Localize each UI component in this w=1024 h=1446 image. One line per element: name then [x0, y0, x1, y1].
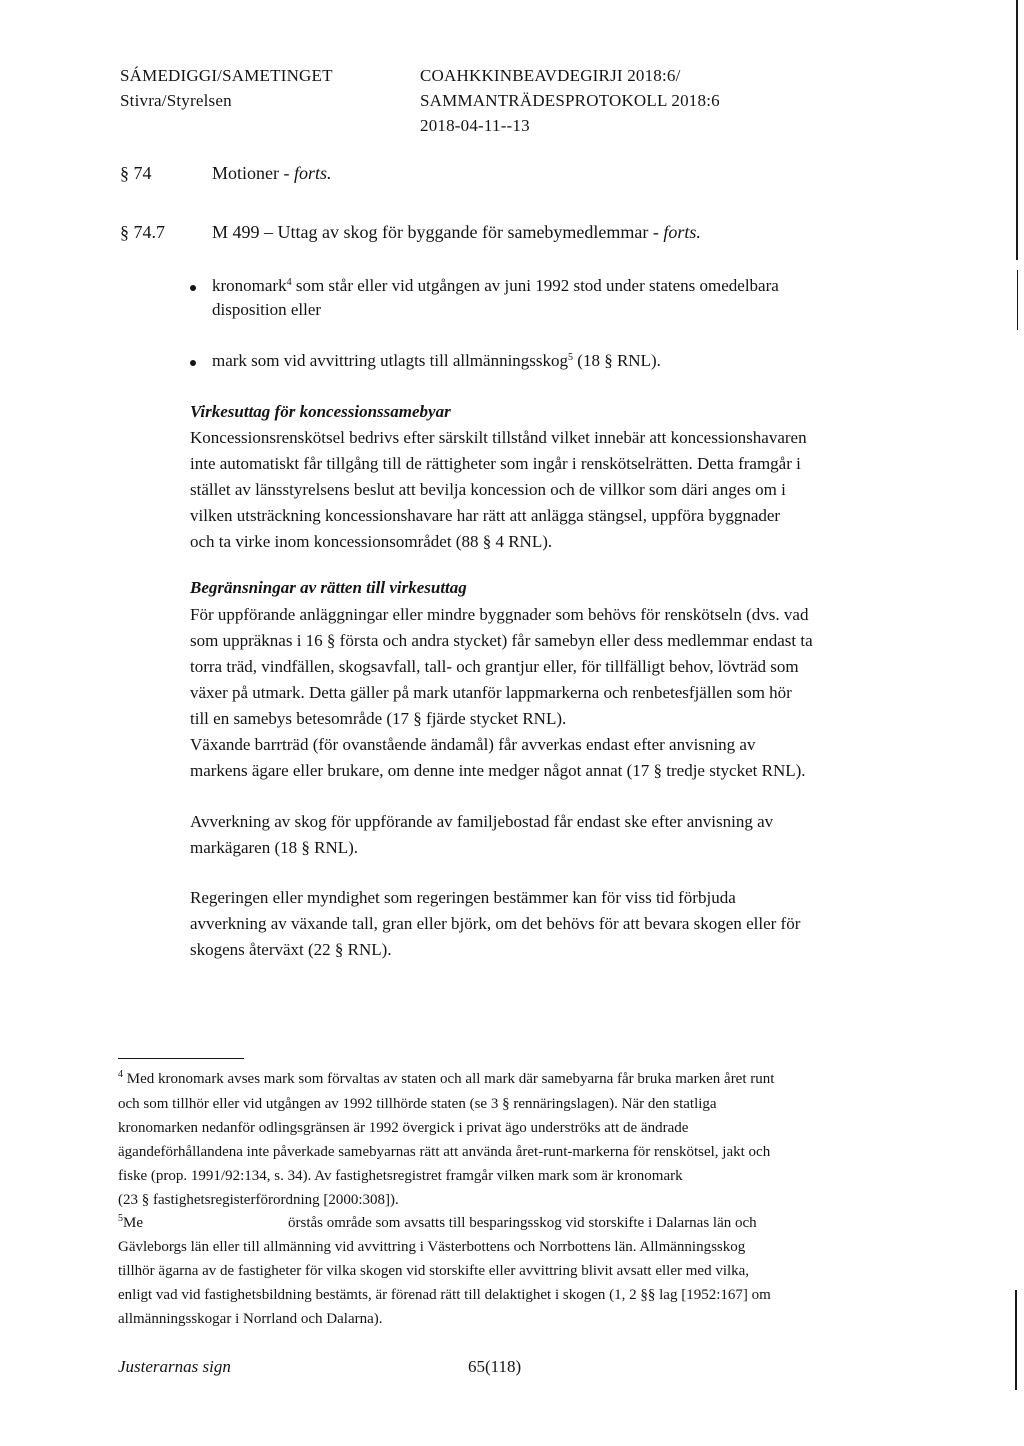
subsection-title: M 499 – Uttag av skog för byggande för samebymedlemmar - forts.	[212, 222, 701, 242]
footer-page-number: 65(118)	[468, 1357, 522, 1376]
header-org-line1: SÁMEDIGGI/SAMETINGET	[120, 66, 333, 85]
footnote-separator	[118, 1058, 244, 1059]
footnote-4-line: kronomarken nedanför odlingsgränsen är 1992 övergick i privat ägo underströks att de ändrade	[118, 1120, 689, 1136]
restrictions-line: torra träd, vindfällen, skogsavfall, tall- och grantjur eller, för tillfälligt behov, lövträd som	[190, 657, 799, 676]
government-line: skogens återväxt (22 § RNL).	[190, 940, 392, 959]
section-number: § 74	[120, 163, 152, 183]
scan-edge-mid-right	[1017, 270, 1018, 330]
concession-heading: Virkesuttag för koncessionssamebyar	[190, 402, 451, 421]
footnote-5-line: enligt vad vid fastighetsbildning bestämts, är förenad rätt till delaktighet i skogen (1, 2 §§ lag [1952:167] om	[118, 1287, 771, 1303]
footnote-5-first-line-start: $^5$Me	[118, 1213, 143, 1231]
government-line: Regeringen eller myndighet som regeringen bestämmer kan för viss tid förbjuda	[190, 888, 736, 907]
footnote-5-line: tillhör ägarna av de fastigheter för vilka skogen vid storskifte eller avvittring blivit avsatt eller med vilka,	[118, 1263, 750, 1279]
bullet-marker	[190, 285, 196, 291]
concession-line: stället av länsstyrelsens beslut att bevilja koncession och de villkor som däri anges om i	[190, 480, 786, 499]
bullet-allmanningsskog: mark som vid avvittring utlagts till allmänningsskog$^5$ (18 § RNL).	[212, 351, 661, 370]
bullet-marker	[190, 360, 196, 366]
concession-line: Koncessionsrenskötsel bedrivs efter särskilt tillstånd vilket innebär att koncessionshavaren	[190, 428, 807, 447]
footnote-4-line: fiske (prop. 1991/92:134, s. 34). Av fastighetsregistret framgår vilken mark som är kronomark	[118, 1168, 683, 1184]
felling-line: Avverkning av skog för uppförande av familjebostad får endast ske efter anvisning av	[190, 812, 774, 831]
bullet-kronomark-line2: disposition eller	[212, 300, 322, 319]
footnote-5-first-line-end: örstås område som avsatts till besparingsskog vid storskifte i Dalarnas län och	[288, 1215, 757, 1231]
restrictions-heading: Begränsningar av rätten till virkesuttag	[190, 578, 467, 597]
header-org-line2: Stivra/Styrelsen	[120, 91, 232, 110]
footnote-4-line: ägandeförhållandena inte påverkade samebyarnas rätt att använda året-runt-markerna för renskötsel, jakt och	[118, 1144, 771, 1160]
felling-line: markägaren (18 § RNL).	[190, 838, 359, 857]
footnote-4-line: och som tillhör eller vid utgången av 1992 tillhörde staten (se 3 § rennäringslagen). När den statliga	[118, 1096, 717, 1112]
header-doc-line2: SAMMANTRÄDESPROTOKOLL 2018:6	[420, 91, 720, 110]
header-doc-line1: COAHKKINBEAVDEGIRJI 2018:6/	[420, 66, 681, 85]
restrictions-line: För uppförande anläggningar eller mindre byggnader som behövs för renskötseln (dvs. vad	[190, 605, 809, 624]
footnote-5-line: Gävleborgs län eller till allmänning vid avvittring i Västerbottens och Norrbottens län. Allmänningsskog	[118, 1239, 746, 1255]
restrictions-line: till en samebys betesområde (17 § fjärde stycket RNL).	[190, 709, 567, 728]
footer-sign-label: Justerarnas sign	[118, 1357, 231, 1376]
footnote-5-line: allmänningsskogar i Norrland och Dalarna).	[118, 1311, 383, 1327]
restrictions-line: växer på utmark. Detta gäller på mark utanför lappmarkerna och renbetesfjällen som hör	[190, 683, 792, 702]
restrictions-line: Växande barrträd (för ovanstående ändamål) får avverkas endast efter anvisning av	[190, 735, 756, 754]
subsection-number: § 74.7	[120, 222, 165, 242]
scan-edge-top-right	[1016, 0, 1018, 260]
restrictions-line: markens ägare eller brukare, om denne inte medger något annat (17 § tredje stycket RNL).	[190, 761, 806, 780]
restrictions-line: som uppräknas i 16 § första och andra stycket) får samebyn eller dess medlemmar endast ta	[190, 631, 813, 650]
concession-line: vilken utsträckning koncessionshavare har rätt att anlägga stängsel, uppföra byggnader	[190, 506, 781, 525]
concession-line: inte automatiskt får tillgång till de rättigheter som ingår i renskötselrätten. Detta framgår i	[190, 454, 801, 473]
section-title: Motioner - forts.	[212, 163, 332, 183]
government-line: avverkning av växande tall, gran eller björk, om det behövs för att bevara skogen eller för	[190, 914, 801, 933]
bullet-kronomark: kronomark$^4$ som står eller vid utgången av juni 1992 stod under statens omedelbara	[212, 276, 779, 295]
footnote-4-first-line: $^4$ Med kronomark avses mark som förvaltas av staten och all mark där samebyarna får bruka marken året runt	[118, 1069, 775, 1087]
header-doc-date: 2018-04-11--13	[420, 116, 530, 135]
concession-line: och ta virke inom koncessionsområdet (88 § 4 RNL).	[190, 532, 553, 551]
footnote-4-line: (23 § fastighetsregisterförordning [2000:308]).	[118, 1192, 399, 1208]
scan-edge-bottom-right	[1015, 1290, 1017, 1390]
